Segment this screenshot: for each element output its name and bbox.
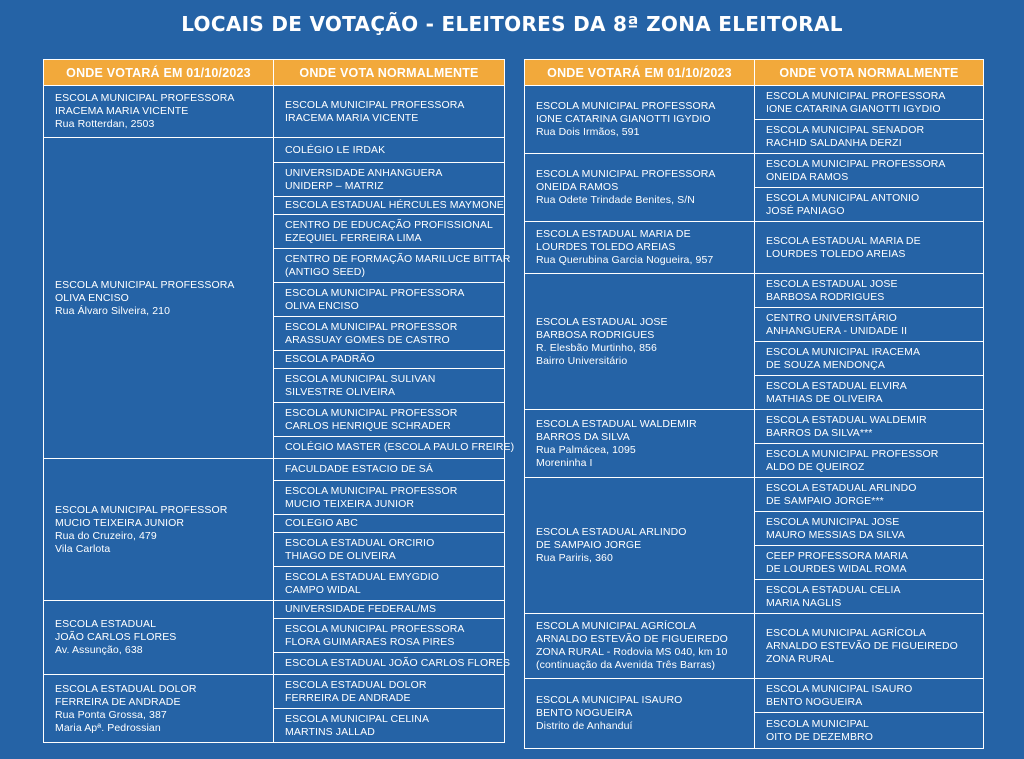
usual-location-cell [755, 376, 984, 410]
usual-location-line: ESCOLA MUNICIPAL PROFESSOR [766, 447, 939, 460]
usual-location-line: FACULDADE ESTACIO DE SÁ [285, 463, 433, 475]
usual-location-cell [755, 512, 984, 546]
location-line: ESCOLA MUNICIPAL PROFESSORA [536, 100, 716, 112]
usual-location-line: CARLOS HENRIQUE SCHRADER [285, 419, 451, 432]
usual-location-line: ONEIDA RAMOS [766, 170, 849, 183]
page-title: LOCAIS DE VOTAÇÃO - ELEITORES DA 8ª ZONA ELEITORAL [181, 12, 843, 36]
location-line: Bairro Universitário [536, 354, 628, 367]
usual-location-cell [755, 86, 984, 120]
usual-location-cell [274, 619, 505, 653]
usual-location-line: ESCOLA MUNICIPAL ANTONIO [766, 191, 920, 204]
location-line: Rua do Cruzeiro, 479 [55, 529, 157, 542]
table-row [525, 679, 984, 713]
table-row [44, 601, 505, 619]
voting-location-cell [44, 675, 274, 743]
location-line: LOURDES TOLEDO AREIAS [536, 241, 676, 253]
usual-location-line: ESCOLA ESTADUAL WALDEMIR [766, 413, 927, 426]
location-line: Rua Querubina Garcia Nogueira, 957 [536, 254, 714, 266]
location-line: ESCOLA ESTADUAL [55, 618, 157, 630]
usual-location-cell [755, 342, 984, 376]
usual-location-line: ESCOLA MUNICIPAL PROFESSOR [285, 406, 458, 419]
location-line: ESCOLA ESTADUAL DOLOR [55, 682, 197, 695]
location-line: ESCOLA MUNICIPAL PROFESSORA [536, 168, 716, 180]
usual-location-cell [274, 351, 505, 369]
usual-location-cell [755, 580, 984, 614]
location-line: FERREIRA DE ANDRADE [55, 695, 181, 708]
usual-location-line: JOSÉ PANIAGO [766, 204, 845, 217]
location-line: MUCIO TEIXEIRA JUNIOR [55, 516, 185, 529]
table-header-row [525, 60, 984, 86]
usual-location-cell [755, 614, 984, 679]
location-line: IONE CATARINA GIANOTTI IGYDIO [536, 113, 711, 125]
usual-location-cell [274, 437, 515, 459]
location-line: BARROS DA SILVA [536, 430, 630, 443]
usual-location-line: CENTRO DE EDUCAÇÃO PROFISSIONAL [285, 218, 493, 231]
usual-location-line: UNIDERP – MATRIZ [285, 179, 384, 192]
usual-location-cell [755, 713, 984, 749]
usual-location-line: FERREIRA DE ANDRADE [285, 691, 411, 704]
location-line: Distrito de Anhanduí [536, 720, 633, 732]
usual-location-line: ESCOLA ESTADUAL CELIA [766, 583, 901, 596]
usual-location-line: ESCOLA MUNICIPAL PROFESSORA [766, 157, 946, 170]
usual-location-line: ESCOLA MUNICIPAL PROFESSOR [285, 484, 458, 497]
table-row [44, 86, 505, 138]
usual-location-cell [755, 120, 984, 154]
header-will-vote: ONDE VOTARÁ EM 01/10/2023 [44, 60, 274, 86]
usual-location-line: MAURO MESSIAS DA SILVA [766, 528, 905, 541]
voting-location-cell [44, 138, 274, 459]
location-line: OLIVA ENCISO [55, 291, 129, 304]
usual-location-line: ANHANGUERA - UNIDADE II [766, 324, 908, 337]
location-line: JOÃO CARLOS FLORES [55, 631, 177, 643]
usual-location-line: ESCOLA ESTADUAL ARLINDO [766, 481, 917, 494]
usual-location-line: ESCOLA ESTADUAL EMYGDIO [285, 570, 440, 583]
usual-location-line: COLÉGIO LE IRDAK [285, 143, 386, 156]
location-line: ARNALDO ESTEVÃO DE FIGUEIREDO [536, 633, 728, 645]
location-line: ESCOLA ESTADUAL WALDEMIR [536, 417, 697, 430]
usual-location-line: BENTO NOGUEIRA [766, 695, 863, 708]
usual-location-line: ESCOLA MUNICIPAL PROFESSORA [766, 89, 946, 102]
header-will-vote: ONDE VOTARÁ EM 01/10/2023 [525, 60, 755, 86]
table-row [525, 154, 984, 188]
location-line: (continuação da Avenida Três Barras) [536, 659, 716, 671]
table-row [525, 222, 984, 274]
location-line: ESCOLA MUNICIPAL PROFESSORA [55, 278, 235, 291]
table-row [525, 478, 984, 512]
table-row [525, 86, 984, 120]
usual-location-line: ESCOLA MUNICIPAL CELINA [285, 712, 430, 725]
usual-location-line: THIAGO DE OLIVEIRA [285, 549, 396, 562]
voting-location-cell [44, 601, 274, 675]
location-line: Av. Assunção, 638 [55, 644, 143, 656]
location-line: ESCOLA ESTADUAL JOSE [536, 315, 668, 328]
location-line: Rua Álvaro Silveira, 210 [55, 304, 171, 317]
location-line: Rua Palmácea, 1095 [536, 443, 636, 456]
usual-location-cell [274, 249, 511, 283]
location-line: ESCOLA MUNICIPAL PROFESSOR [55, 503, 228, 516]
usual-location-line: LOURDES TOLEDO AREIAS [766, 247, 906, 260]
usual-location-cell [274, 515, 505, 533]
usual-location-cell [755, 154, 984, 188]
usual-location-cell [755, 308, 984, 342]
usual-location-line: DE SOUZA MENDONÇA [766, 358, 885, 371]
location-line: ZONA RURAL - Rodovia MS 040, km 10 [536, 646, 728, 658]
location-line: BARBOSA RODRIGUES [536, 328, 655, 341]
right-voting-table [524, 59, 984, 749]
usual-location-cell [755, 444, 984, 478]
usual-location-line: MARTINS JALLAD [285, 725, 375, 738]
usual-location-line: SILVESTRE OLIVEIRA [285, 385, 396, 398]
usual-location-line: MATHIAS DE OLIVEIRA [766, 392, 883, 405]
usual-location-cell [274, 283, 505, 317]
usual-location-cell [274, 567, 505, 601]
usual-location-line: ZONA RURAL [766, 652, 835, 665]
usual-location-line: ESCOLA PADRÃO [285, 353, 375, 365]
usual-location-line: OITO DE DEZEMBRO [766, 730, 873, 743]
voting-location-cell [525, 478, 755, 614]
usual-location-line: ARASSUAY GOMES DE CASTRO [285, 333, 450, 346]
usual-location-line: OLIVA ENCISO [285, 299, 359, 312]
usual-location-line: ESCOLA MUNICIPAL AGRÍCOLA [766, 626, 927, 639]
location-line: ESCOLA MUNICIPAL PROFESSORA [55, 92, 235, 104]
usual-location-line: UNIVERSIDADE FEDERAL/MS [285, 603, 437, 615]
usual-location-cell [274, 459, 505, 481]
usual-location-cell [274, 86, 505, 138]
usual-location-line: DE LOURDES WIDAL ROMA [766, 562, 907, 575]
usual-location-line: ALDO DE QUEIROZ [766, 460, 865, 473]
usual-location-line: CENTRO DE FORMAÇÃO MARILUCE BITTAR [285, 252, 511, 265]
usual-location-line: ESCOLA MUNICIPAL PROFESSORA [285, 622, 465, 635]
location-line: DE SAMPAIO JORGE [536, 539, 642, 551]
usual-location-line: ESCOLA MUNICIPAL PROFESSORA [285, 98, 465, 111]
voting-location-cell [525, 154, 755, 222]
usual-location-line: ESCOLA ESTADUAL HÉRCULES MAYMONE [285, 199, 504, 211]
location-line: ESCOLA ESTADUAL MARIA DE [536, 228, 691, 240]
usual-location-cell [274, 675, 505, 709]
usual-location-line: CEEP PROFESSORA MARIA [766, 549, 908, 562]
usual-location-cell [755, 410, 984, 444]
usual-location-line: ARNALDO ESTEVÃO DE FIGUEIREDO [766, 639, 958, 652]
usual-location-cell [274, 369, 505, 403]
usual-location-line: (ANTIGO SEED) [285, 265, 366, 278]
usual-location-cell [274, 601, 505, 619]
usual-location-cell [755, 274, 984, 308]
location-line: ESCOLA MUNICIPAL AGRÍCOLA [536, 620, 697, 632]
location-line: Rua Rotterdan, 2503 [55, 118, 155, 130]
location-line: Rua Ponta Grossa, 387 [55, 708, 167, 721]
usual-location-cell [755, 188, 984, 222]
usual-location-line: ESCOLA MUNICIPAL ISAURO [766, 682, 913, 695]
usual-location-line: RACHID SALDANHA DERZI [766, 136, 902, 149]
usual-location-cell [274, 215, 505, 249]
usual-location-line: ESCOLA MUNICIPAL PROFESSOR [285, 320, 458, 333]
usual-location-line: CENTRO UNIVERSITÁRIO [766, 311, 897, 324]
location-line: Rua Odete Trindade Benites, S/N [536, 194, 695, 206]
usual-location-line: DE SAMPAIO JORGE*** [766, 494, 884, 507]
usual-location-line: COLEGIO ABC [285, 517, 358, 529]
usual-location-cell [755, 478, 984, 512]
usual-location-line: CAMPO WIDAL [285, 583, 361, 596]
voting-location-cell [44, 86, 274, 138]
usual-location-cell [755, 546, 984, 580]
usual-location-cell [274, 481, 505, 515]
voting-location-cell [525, 86, 755, 154]
usual-location-line: ESCOLA MUNICIPAL SENADOR [766, 123, 925, 136]
usual-location-line: ESCOLA ESTADUAL DOLOR [285, 678, 427, 691]
usual-location-line: ESCOLA ESTADUAL ELVIRA [766, 379, 907, 392]
usual-location-line: ESCOLA MUNICIPAL JOSE [766, 515, 900, 528]
table-row [525, 274, 984, 308]
usual-location-line: MARIA NAGLIS [766, 596, 842, 609]
location-line: Rua Pariris, 360 [536, 552, 613, 564]
usual-location-line: ESCOLA MUNICIPAL [766, 717, 869, 730]
header-normally-votes: ONDE VOTA NORMALMENTE [755, 60, 984, 86]
location-line: Moreninha I [536, 456, 593, 469]
usual-location-cell [274, 317, 505, 351]
usual-location-line: ESCOLA ESTADUAL MARIA DE [766, 234, 921, 247]
usual-location-cell [274, 197, 505, 215]
usual-location-line: IRACEMA MARIA VICENTE [285, 111, 419, 124]
voting-location-cell [525, 274, 755, 410]
usual-location-line: BARBOSA RODRIGUES [766, 290, 885, 303]
usual-location-line: EZEQUIEL FERREIRA LIMA [285, 231, 422, 244]
usual-location-cell [274, 163, 505, 197]
location-line: ESCOLA ESTADUAL ARLINDO [536, 526, 687, 538]
usual-location-line: MUCIO TEIXEIRA JUNIOR [285, 497, 415, 510]
location-line: Maria Apª. Pedrossian [55, 721, 161, 734]
usual-location-cell [274, 403, 505, 437]
left-voting-table [43, 59, 515, 743]
location-line: R. Elesbão Murtinho, 856 [536, 341, 657, 354]
usual-location-line: BARROS DA SILVA*** [766, 426, 873, 439]
usual-location-cell [274, 138, 505, 163]
voting-location-cell [525, 222, 755, 274]
voting-location-cell [525, 679, 755, 749]
usual-location-line: ESCOLA MUNICIPAL IRACEMA [766, 345, 921, 358]
location-line: ESCOLA MUNICIPAL ISAURO [536, 694, 683, 706]
usual-location-line: COLÉGIO MASTER (ESCOLA PAULO FREIRE) [285, 441, 515, 453]
voting-location-cell [525, 614, 755, 679]
usual-location-line: IONE CATARINA GIANOTTI IGYDIO [766, 102, 941, 115]
location-line: ONEIDA RAMOS [536, 181, 619, 193]
voting-location-cell [525, 410, 755, 478]
header-normally-votes: ONDE VOTA NORMALMENTE [274, 60, 505, 86]
usual-location-cell [274, 653, 511, 675]
usual-location-line: ESCOLA MUNICIPAL SULIVAN [285, 372, 436, 385]
voting-location-cell [44, 459, 274, 601]
location-line: IRACEMA MARIA VICENTE [55, 105, 189, 117]
usual-location-line: ESCOLA ESTADUAL ORCIRIO [285, 536, 435, 549]
location-line: Rua Dois Irmãos, 591 [536, 126, 640, 138]
usual-location-cell [274, 709, 505, 743]
usual-location-cell [755, 679, 984, 713]
location-line: BENTO NOGUEIRA [536, 707, 633, 719]
table-header-row [44, 60, 505, 86]
table-row [525, 410, 984, 444]
usual-location-cell [755, 222, 984, 274]
usual-location-line: ESCOLA ESTADUAL JOÃO CARLOS FLORES [285, 657, 511, 669]
location-line: Vila Carlota [55, 542, 111, 555]
usual-location-line: ESCOLA MUNICIPAL PROFESSORA [285, 286, 465, 299]
usual-location-line: UNIVERSIDADE ANHANGUERA [285, 166, 443, 179]
table-row [44, 459, 505, 481]
usual-location-cell [274, 533, 505, 567]
table-row [525, 614, 984, 679]
table-row [44, 675, 505, 709]
usual-location-line: FLORA GUIMARAES ROSA PIRES [285, 635, 455, 648]
table-row [44, 138, 505, 163]
usual-location-line: ESCOLA ESTADUAL JOSE [766, 277, 898, 290]
